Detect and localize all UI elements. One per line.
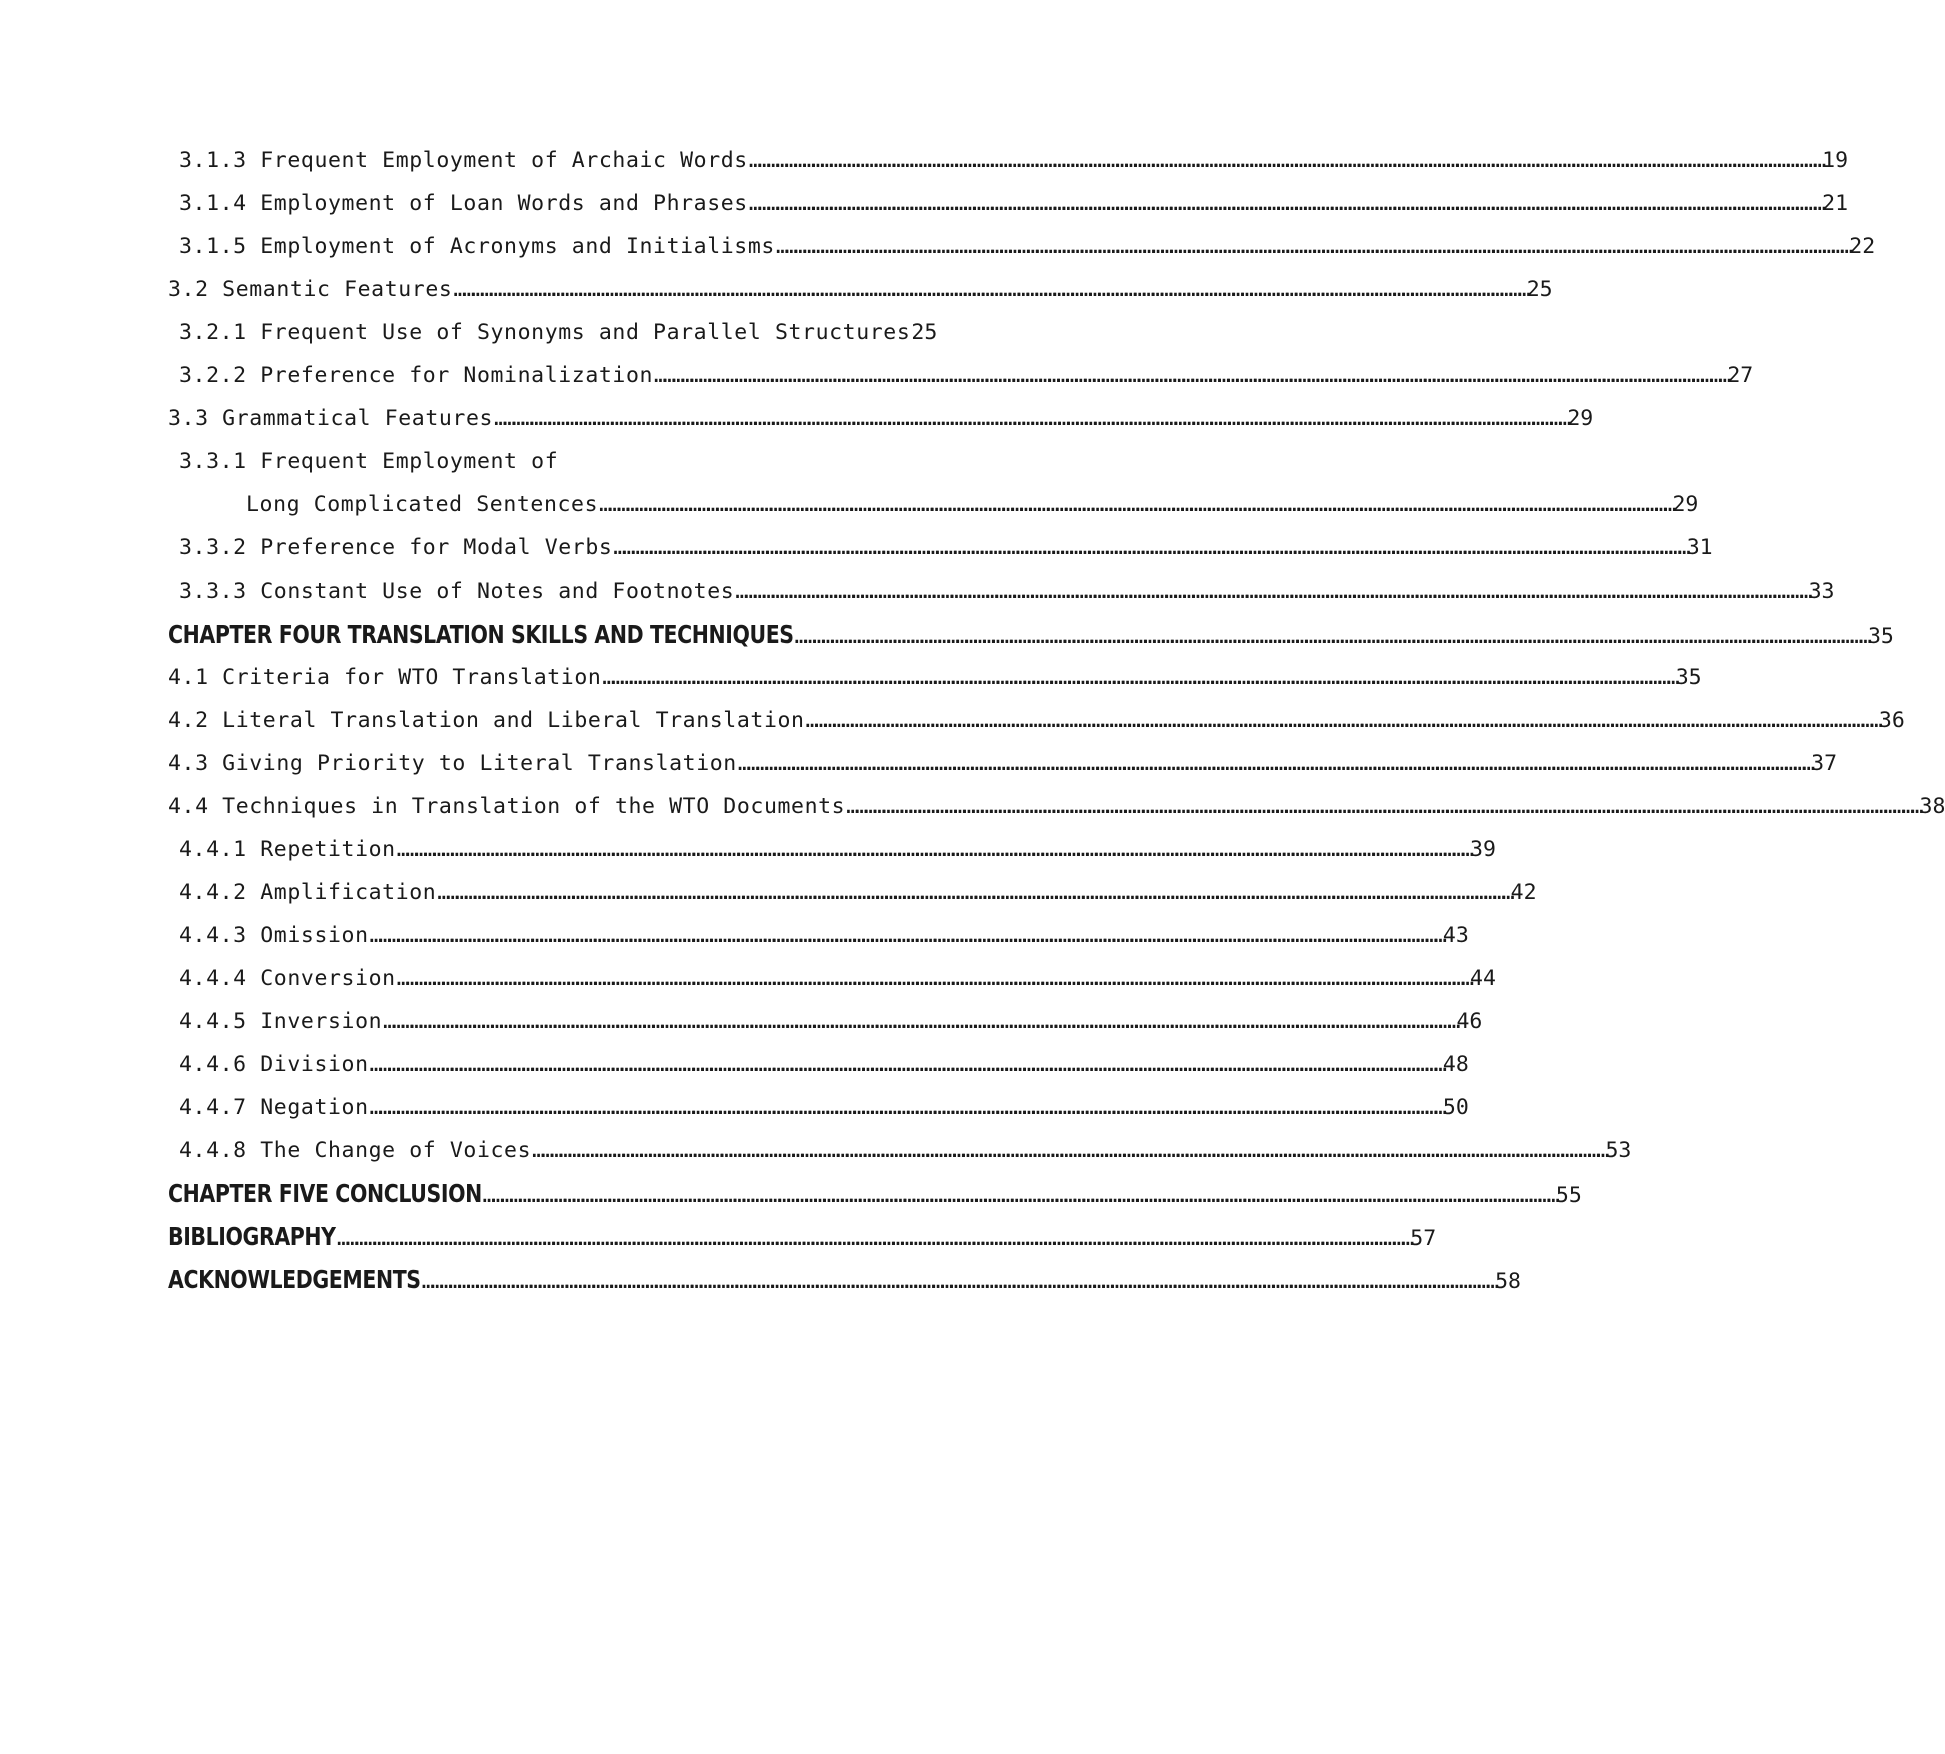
toc-page-number: 38 (1919, 793, 1945, 819)
toc-page-number: 27 (1727, 363, 1754, 389)
toc-page-number: 31 (1686, 535, 1713, 561)
toc-entry[interactable] (168, 704, 1905, 738)
toc-entry[interactable] (179, 531, 1713, 565)
toc-dot-leader: ……………………………………………………………………………………………………………………………………………………………………………………………………………………………………………………………………………………………………………………………… (369, 922, 1443, 948)
toc-entry-title: 4.4 Techniques in Translation of the WTO Documents (168, 793, 846, 819)
toc-dot-leader: ……………………………………………………………………………………………………………………………………………………………………………………………………………………………………………………………………………………………………………………………… (369, 1052, 1443, 1078)
toc-dot-leader: ……………………………………………………………………………………………………………………………………………………………………………………………………………………………………………………………………………………………………………………………… (748, 148, 1823, 173)
toc-entry-title: 4.4.5 Inversion (179, 1009, 383, 1034)
toc-entry[interactable] (179, 144, 1849, 178)
toc-entry-title: 4.2 Literal Translation and Liberal Translation (168, 707, 805, 733)
toc-entry-title: 3.1.5 Employment of Acronyms and Initialisms (179, 234, 775, 260)
toc-dot-leader: ……………………………………………………………………………………………………………………………………………………………………………………………………………………………………………………………………………………………………………………………… (482, 1183, 1556, 1209)
toc-entry-title: 3.1.3 Frequent Employment of Archaic Words (179, 148, 748, 173)
toc-entry-title: 4.3 Giving Priority to Literal Translation (168, 750, 737, 776)
toc-dot-leader: ……………………………………………………………………………………………………………………………………………………………………………………………………………………………………………………………………………………………………………………………… (748, 191, 1823, 217)
toc-entry[interactable] (179, 575, 1835, 609)
toc-page-number: 42 (1510, 879, 1537, 905)
toc-page-number: 25 (1526, 277, 1553, 303)
toc-dot-leader: ……………………………………………………………………………………………………………………………………………………………………………………………………………………………………………………………………………………………………………………………… (369, 1095, 1443, 1121)
toc-page-number: 37 (1811, 750, 1838, 776)
toc-dot-leader: ……………………………………………………………………………………………………………………………………………………………………………………………………………………………………………………………………………………………………………………………… (599, 492, 1673, 518)
toc-entry-title: 4.4.4 Conversion (179, 965, 396, 991)
toc-dot-leader: ……………………………………………………………………………………………………………………………………………………………………………………………………………………………………………………………………………………………………………………………… (453, 277, 1527, 303)
toc-entry-title: 3.3.2 Preference for Modal Verbs (179, 535, 613, 561)
toc-entry-title: BIBLIOGRAPHY (168, 1222, 336, 1252)
toc-entry[interactable] (179, 359, 1754, 393)
toc-entry[interactable] (179, 833, 1496, 867)
toc-entry[interactable] (168, 747, 1838, 781)
toc-page-number: 48 (1442, 1052, 1469, 1078)
toc-page-number: 29 (1672, 492, 1699, 518)
toc-dot-leader: ……………………………………………………………………………………………………………………………………………………………………………………………………………………………………………………………………………………………………………………………… (396, 836, 1471, 862)
toc-entry-title: 3.2 Semantic Features (168, 277, 453, 303)
toc-entry-title: 3.3.3 Constant Use of Notes and Footnotes (179, 578, 735, 604)
toc-entry[interactable] (168, 790, 1945, 824)
toc-entry-title: 4.1 Criteria for WTO Translation (168, 664, 602, 690)
toc-entry-title: 4.4.2 Amplification (179, 879, 437, 905)
toc-entry[interactable] (179, 445, 906, 479)
toc-dot-leader: ……………………………………………………………………………………………………………………………………………………………………………………………………………………………………………………………………………………………………………………………… (437, 879, 1511, 905)
toc-dot-leader: ……………………………………………………………………………………………………………………………………………………………………………………………………………………………………………………………………………………………………………………………… (602, 664, 1676, 690)
toc-entry-title: 4.4.1 Repetition (179, 836, 396, 862)
toc-dot-leader: ……………………………………………………………………………………………………………………………………………………………………………………………………………………………………………………………………………………………………………………………… (775, 234, 1850, 260)
toc-entry-title: 3.2.2 Preference for Nominalization (179, 363, 654, 389)
toc-page-number: 55 (1555, 1183, 1582, 1209)
toc-chapter-entry[interactable] (168, 618, 1894, 652)
toc-page-number: 44 (1470, 965, 1496, 991)
toc-entry-title: 3.3 Grammatical Features (168, 406, 494, 432)
toc-dot-leader: ……………………………………………………………………………………………………………………………………………………………………………………………………………………………………………………………………………………………………………………………… (794, 623, 1868, 649)
toc-entry[interactable] (179, 1048, 1469, 1082)
toc-entry[interactable] (179, 962, 1496, 996)
toc-entry[interactable] (179, 1005, 1483, 1039)
toc-entry[interactable] (179, 876, 1537, 910)
toc-dot-leader: ……………………………………………………………………………………………………………………………………………………………………………………………………………………………………………………………………………………………………………………………… (336, 1226, 1411, 1252)
toc-dot-leader: ……………………………………………………………………………………………………………………………………………………………………………………………………………………………………………………………………………………………………………………………… (383, 1009, 1457, 1034)
toc-entry-title: 3.3.1 Frequent Employment of (179, 449, 559, 475)
toc-page-number: 53 (1605, 1138, 1632, 1164)
toc-entry-title: ACKNOWLEDGEMENTS (168, 1265, 421, 1295)
toc-page-number: 46 (1456, 1009, 1483, 1034)
toc-page-number: 50 (1442, 1095, 1469, 1121)
toc-chapter-entry[interactable] (168, 1220, 1437, 1254)
toc-dot-leader: ……………………………………………………………………………………………………………………………………………………………………………………………………………………………………………………………………………………………………………………………… (805, 707, 1879, 733)
toc-page-number: 19 (1822, 148, 1849, 173)
toc-page-number: 29 (1567, 406, 1594, 432)
toc-entry[interactable] (179, 187, 1849, 221)
toc-page-number: 39 (1470, 836, 1496, 862)
toc-entry-title: 4.4.3 Omission (179, 922, 369, 948)
toc-page-number: 35 (1867, 623, 1894, 649)
toc-entry-title: 3.1.4 Employment of Loan Words and Phrases (179, 191, 748, 217)
toc-page-number: 33 (1808, 578, 1835, 604)
toc-dot-leader: ……………………………………………………………………………………………………………………………………………………………………………………………………………………………………………………………………………………………………………………………… (613, 535, 1687, 561)
toc-page-number: 22 (1849, 234, 1876, 260)
toc-entry-title: CHAPTER FOUR TRANSLATION SKILLS AND TECHNIQUES (168, 619, 794, 649)
toc-entry[interactable] (168, 273, 1553, 307)
toc-entry[interactable] (179, 1091, 1469, 1125)
toc-entry[interactable] (179, 1134, 1632, 1168)
toc-chapter-entry[interactable] (168, 1263, 1521, 1297)
toc-entry[interactable] (168, 402, 1594, 436)
toc-entry-title: 4.4.8 The Change of Voices (179, 1138, 532, 1164)
toc-page-number: 25 (911, 320, 938, 346)
toc-entry-title: 3.2.1 Frequent Use of Synonyms and Parallel Structures (179, 320, 911, 346)
toc-entry-title: 4.4.6 Division (179, 1052, 369, 1078)
toc-page-number: 57 (1410, 1226, 1437, 1252)
toc-dot-leader: ……………………………………………………………………………………………………………………………………………………………………………………………………………………………………………………………………………………………………………………………… (846, 793, 1920, 819)
toc-entry[interactable] (246, 488, 1699, 522)
toc-page-number: 21 (1822, 191, 1849, 217)
toc-dot-leader: ……………………………………………………………………………………………………………………………………………………………………………………………………………………………………………………………………………………………………………………………… (737, 750, 1812, 776)
toc-entry-title: CHAPTER FIVE CONCLUSION (168, 1179, 482, 1209)
toc-dot-leader: ……………………………………………………………………………………………………………………………………………………………………………………………………………………………………………………………………………………………………………………………… (396, 965, 1471, 991)
toc-dot-leader: ……………………………………………………………………………………………………………………………………………………………………………………………………………………………………………………………………………………………………………………………… (735, 578, 1809, 604)
toc-page-number: 58 (1495, 1269, 1521, 1295)
toc-entry-title: Long Complicated Sentences (246, 492, 599, 518)
toc-page-number: 35 (1675, 664, 1702, 690)
toc-chapter-entry[interactable] (168, 1177, 1582, 1211)
toc-dot-leader: ……………………………………………………………………………………………………………………………………………………………………………………………………………………………………………………………………………………………………………………………… (654, 363, 1728, 389)
toc-entry-title: 4.4.7 Negation (179, 1095, 369, 1121)
toc-dot-leader: ……………………………………………………………………………………………………………………………………………………………………………………………………………………………………………………………………………………………………………………………… (421, 1269, 1496, 1295)
toc-entry[interactable] (179, 316, 938, 350)
toc-dot-leader: ……………………………………………………………………………………………………………………………………………………………………………………………………………………………………………………………………………………………………………………………… (532, 1138, 1606, 1164)
toc-entry[interactable] (168, 661, 1702, 695)
toc-page-number: 43 (1442, 922, 1469, 948)
toc-entry[interactable] (179, 230, 1876, 264)
toc-page-number: 36 (1878, 707, 1905, 733)
toc-dot-leader: ……………………………………………………………………………………………………………………………………………………………………………………………………………………………………………………………………………………………………………………………… (494, 406, 1568, 432)
toc-entry[interactable] (179, 919, 1469, 953)
